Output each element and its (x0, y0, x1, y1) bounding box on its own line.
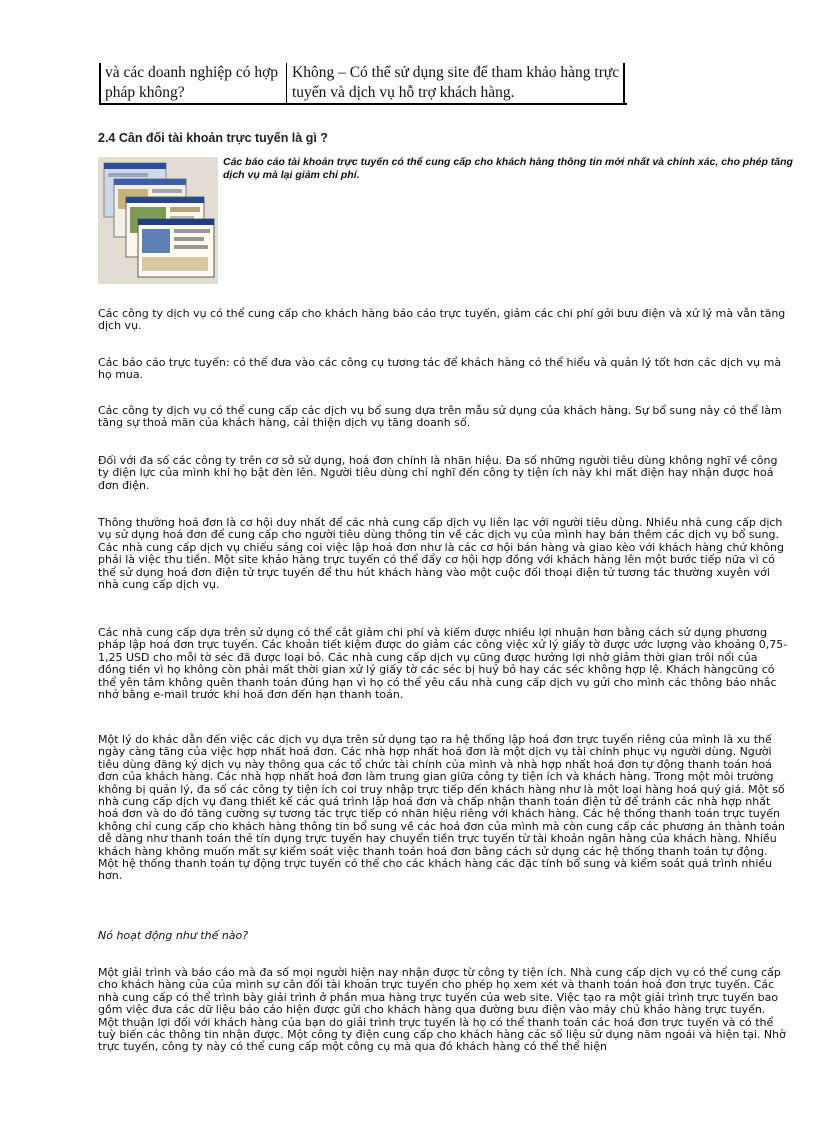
body-paragraph: Các công ty dịch vụ có thể cung cấp cho khách hàng báo cáo trực tuyến, giảm các chi phí gởi bưu điện và xử lý mà vẫn tăng dịch vụ. (98, 307, 786, 333)
body-paragraph: Một lý do khác dẫn đến việc các dịch vụ dựa trên sử dụng tạo ra hệ thống lập hoá đơn trực tuyến riêng của mình là xu thế ngày càng tăng của việc hợp nhất hoá đơn. Các nhà hợp nhất hoá đơn là một dịch vụ tài chính phục vụ người dùng. Người tiêu dùng đăng ký dịch vụ này thông qua các tổ chức tài chính của mình và nhà hợp nhất hoá đơn tự động thanh toán hoá đơn của khách hàng. Các nhà hợp nhất hoá đơn làm trung gian giữa công ty tiện ích và khách hàng. Trong một môi trường không bị quản lý, đa số các công ty tiện ích coi truy nhập trực tiếp đến khách hàng như là một loại hàng hoá quý giá. Một số nhà cung cấp dịch vụ đang thiết kế các quá trình lập hoá đơn và chấp nhận thanh toán điện tử để tránh các nhà hợp nhất hoá đơn và do đó tăng cường sự tương tác trực tiếp có nhãn hiệu riêng với khách hàng. Các hệ thống thanh toán trực tuyến không chỉ cung cấp cho khách hàng thông tin bổ sung về các hoá đơn của mình mà còn cung cấp các phương án thành toán dễ dàng như thanh toán thẻ tín dụng trực tuyến hay chuyển tiền trực tuyến từ tài khoản ngân hàng của khách hàng. Nhiều khách hàng không muốn mất sự kiểm soát việc thanh toán hoá đơn bằng cách sử dụng các hệ thống thanh toán tự động. Một hệ thống thanh toán tự động trực tuyến có thể cho các khách hàng các đặc tính bổ sung và kiểm soát quá trình nhiều hơn. (98, 733, 786, 883)
body-paragraph: Đối với đa số các công ty trên cơ sở sử dụng, hoá đơn chính là nhãn hiệu. Đa số những người tiêu dùng không nghĩ về công ty điện lực của mình khi họ bật đèn lên. Người tiêu dùng chỉ nghĩ đến công ty tiện ích này khi mất điện hay nhận được hoá đơn điện. (98, 454, 778, 492)
body-paragraph: Các báo cáo trực tuyến: có thể đưa vào các công cụ tương tác để khách hàng có thể hiểu và quản lý tốt hơn các dịch vụ mà họ mua. (98, 356, 782, 382)
stacked-screens-image (98, 157, 218, 284)
table-cell: Không – Có thể sử dụng site để tham khảo hàng trực tuyến và dịch vụ hỗ trợ khách hàng. (286, 63, 625, 103)
table-cell: và các doanh nghiệp có hợp pháp không? (99, 63, 284, 103)
table-bottom-border (99, 103, 627, 105)
image-caption: Các báo cáo tài khoản trực tuyến có thể cung cấp cho khách hàng thông tin mới nhất và chính xác, cho phép tăng dịch vụ mà lại giảm chi phí. (223, 156, 793, 181)
body-paragraph: Các nhà cung cấp dựa trên sử dụng có thể cắt giảm chi phí và kiếm được nhiều lợi nhuận hơn bằng cách sử dụng phương pháp lập hoá đơn trực tuyến. Các khoản tiết kiệm được do giảm các công việc xử lý giấy tờ được ước lượng vào khoảng 0,75- 1,25 USD cho mỗi tờ séc đã được loại bỏ. Các nhà cung cấp dịch vụ cũng được hưởng lợi nhờ giảm thời gian trôi nổi của đồng tiền vì họ không còn phải mất thời gian xử lý giấy tờ các séc bị huỷ bỏ hay các séc không hợp lệ. Khách hàngcũng có thể yên tâm không quên thanh toán đúng hạn vì họ có thể yêu cầu nhà cung cấp dịch vụ gửi cho mình các thông báo nhắc nhở bằng e-mail trước khi hoá đơn đến hạn thanh toán. (98, 626, 788, 702)
table-fragment (99, 63, 627, 104)
section-heading: 2.4 Cân đối tài khoản trực tuyến là gì ? (98, 131, 328, 145)
body-paragraph: Một giải trình và báo cáo mà đa số mọi người hiện nay nhận được từ công ty tiện ích. Nhà cung cấp dịch vụ có thể cung cấp cho khách hàng của của mình sự cân đối tài khoản trực tuyến cho phép họ xem xét và thanh toán hoá đơn trực tuyến. Các nhà cung cấp có thể trình bày giải trình ở phần mua hàng trực tuyến của web site. Việc tạo ra một giải trình trực tuyến bao gồm việc đưa các dữ liệu báo cáo hiện được gửi cho khách hàng qua đường bưu điện vào máy chủ khảo hàng trực tuyến. Một thuận lợi đối với khách hàng của bạn do giải trình trực tuyến là họ có thể thanh toán các hoá đơn trực tuyến và có thể tuỳ biến các thông tin nhận được. Một công ty điện cung cấp cho khách hàng các số liệu sử dụng năm ngoái và hiện tại. Nhờ trực tuyến, công ty này có thể cung cấp một công cụ mà qua đó khách hàng có thể thể hiện (98, 966, 786, 1054)
body-paragraph: Thông thường hoá đơn là cơ hội duy nhất để các nhà cung cấp dịch vụ liên lạc với người tiêu dùng. Nhiều nhà cung cấp dịch vụ sử dụng hoá đơn để cung cấp cho người tiêu dùng thông tin về các dịch vụ của mình hay bán thêm các dịch vụ bổ sung. Các nhà cung cấp dịch vụ chiếu sáng coi việc lập hoá đơn như là các cơ hội bán hàng và giao kèo với khách hàng chứ không phải là việc thu tiền. Một site khảo hàng trực tuyến có thể đẩy cơ hội hợp đồng với khách hàng lên một bước tiếp nữa vì có thể sử dụng hoá đơn điện tử trực tuyến để thu hút khách hàng vào một cuộc đối thoại điện tử tương tác thường xuyên với nhà cung cấp dịch vụ. (98, 516, 784, 592)
online-statements-illustration (98, 157, 218, 284)
body-paragraph: Các công ty dịch vụ có thể cung cấp các dịch vụ bổ sung dựa trên mẫu sử dụng của khách hàng. Sự bổ sung này có thể làm tăng sự thoả mãn của khách hàng, cải thiện dịch vụ tăng doanh số. (98, 404, 782, 430)
subheading-italic: Nó hoạt động như thế nào? (98, 929, 249, 942)
